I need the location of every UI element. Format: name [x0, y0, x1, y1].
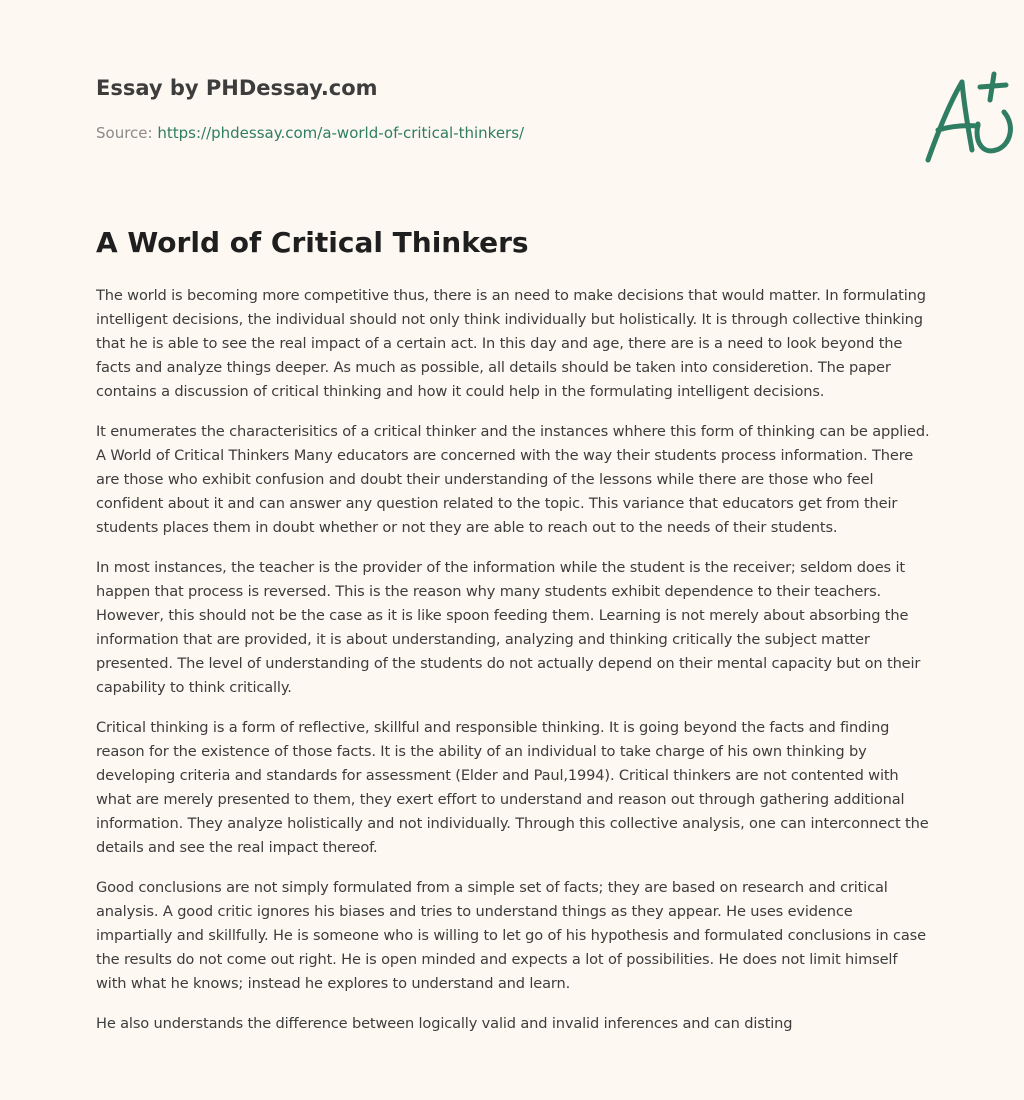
- source-label: Source:: [96, 124, 153, 142]
- essay-title: A World of Critical Thinkers: [96, 226, 529, 259]
- essay-paragraph: Good conclusions are not simply formulated from a simple set of facts; they are based on research and critical analysis. A good critic ignores his biases and tries to understand things as they appear. He uses evidence impartially and skillfully. He is someone who is willing to let go of his hypothesis and formulated conclusions in case the results do not come out right. He is open minded and expects a lot of possibilities. He does not limit himself with what he knows; instead he explores to understand and learn.: [96, 879, 926, 992]
- brand-title: Essay by PHDessay.com: [96, 76, 378, 100]
- essay-paragraph: The world is becoming more competitive thus, there is an need to make decisions that would matter. In formulating intelligent decisions, the individual should not only think individually but holistically. It is through collective thinking that he is able to see the real impact of a certain act. In this day and age, there are is a need to look beyond the facts and analyze things deeper. As much as possible, all details should be taken into consideretion. The paper contains a discussion of critical thinking and how it could help in the formulating intelligent decisions.: [96, 287, 926, 400]
- source-link[interactable]: https://phdessay.com/a-world-of-critical-thinkers/: [157, 124, 525, 142]
- essay-body: [96, 284, 932, 1052]
- essay-paragraph: He also understands the difference between logically valid and invalid inferences and can disting: [96, 1015, 793, 1032]
- essay-paragraph: It enumerates the characterisitics of a critical thinker and the instances whhere this form of thinking can be applied. A World of Critical Thinkers Many educators are concerned with the way their students process information. There are those who exhibit confusion and doubt their understanding of the lessons while there are those who feel confident about it and can answer any question related to the topic. This variance that educators get from their students places them in doubt whether or not they are able to reach out to the needs of their students.: [96, 423, 930, 536]
- essay-paragraph: In most instances, the teacher is the provider of the information while the student is the receiver; seldom does it happen that process is reversed. This is the reason why many students exhibit dependence to their teachers. However, this should not be the case as it is like spoon feeding them. Learning is not merely about absorbing the information that are provided, it is about understanding, analyzing and thinking critically the subject matter presented. The level of understanding of the students do not actually depend on their mental capacity but on their capability to think critically.: [96, 559, 921, 696]
- essay-paragraph: Critical thinking is a form of reflective, skillful and responsible thinking. It is going beyond the facts and finding reason for the existence of those facts. It is the ability of an individual to take charge of his own thinking by developing criteria and standards for assessment (Elder and Paul,1994). Critical thinkers are not contented with what are merely presented to them, they exert effort to understand and reason out through gathering additional information. They analyze holistically and not individually. Through this collective analysis, one can interconnect the details and see the real impact thereof.: [96, 719, 929, 856]
- a-plus-logo-icon: [918, 70, 1022, 166]
- source-line: [96, 124, 524, 142]
